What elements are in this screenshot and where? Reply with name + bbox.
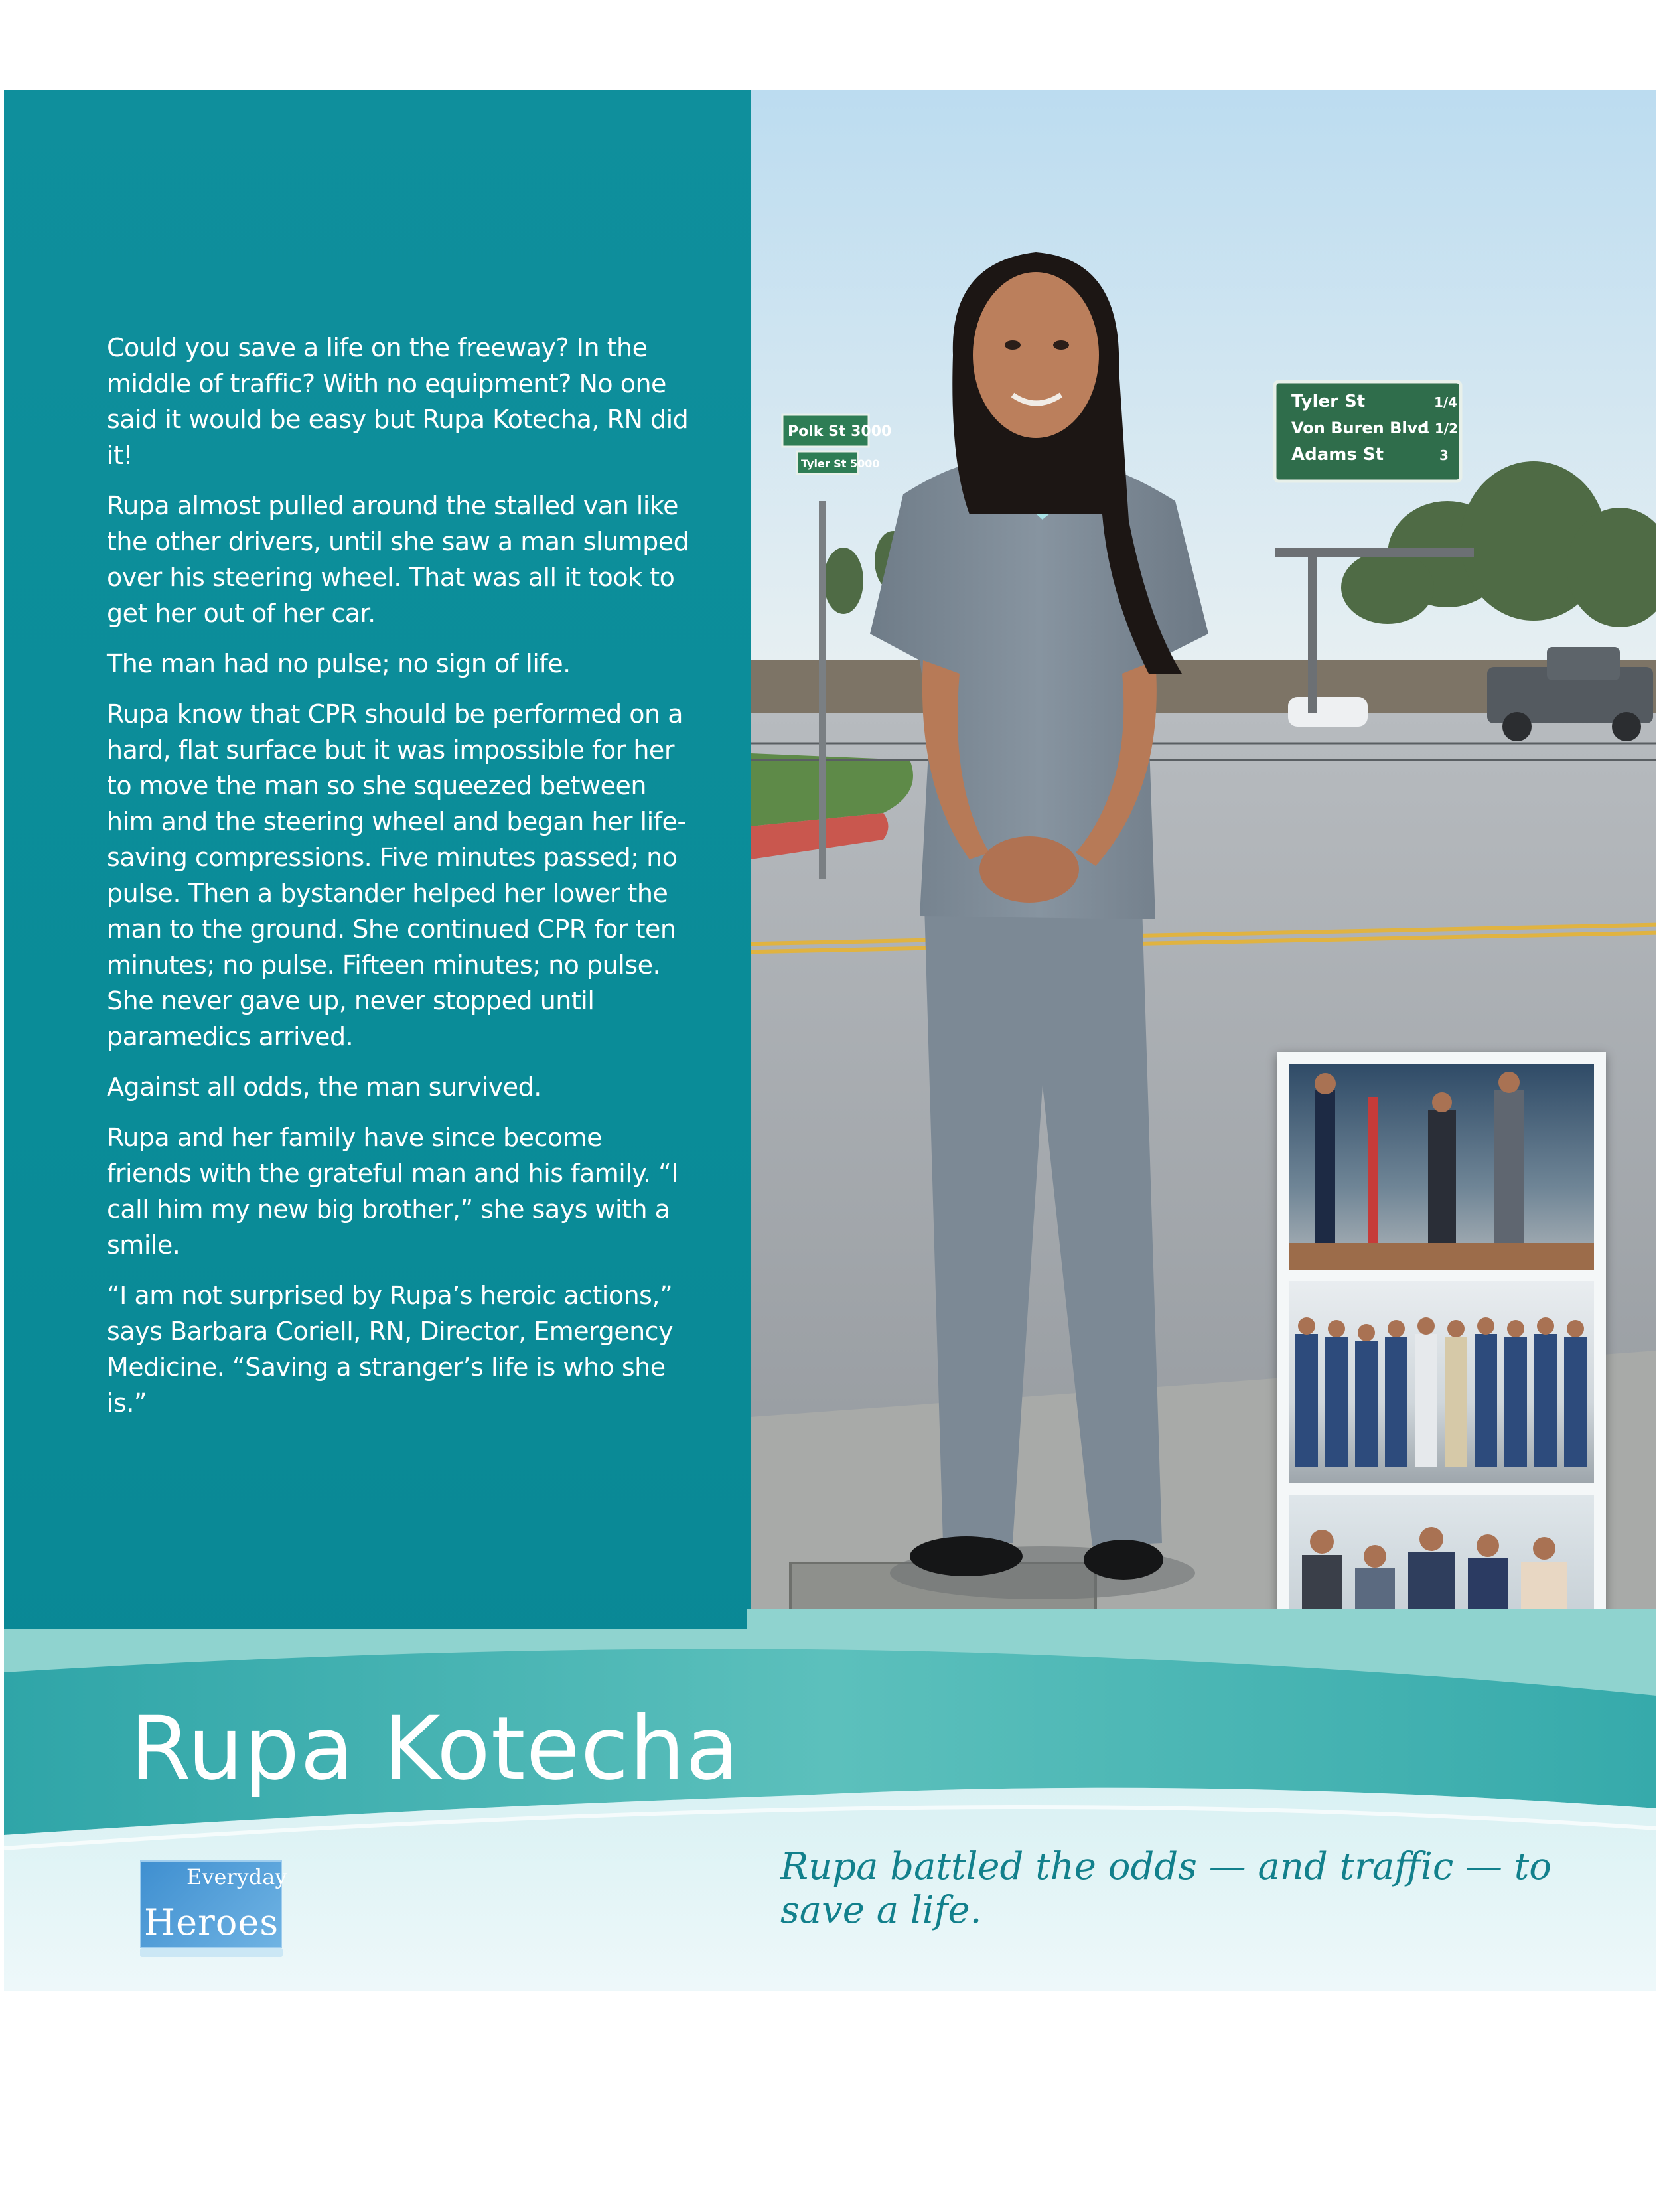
story-text [107, 330, 691, 1436]
logo-top-word: Everyday [186, 1864, 287, 1889]
freeway-sign-line: Von Buren Blvd [1291, 419, 1429, 437]
freeway-sign-line: Tyler St [1291, 392, 1366, 411]
story-paragraph: The man had no pulse; no sign of life. [107, 649, 571, 678]
story-paragraph: Rupa almost pulled around the stalled van like the other drivers, until she saw a man slumped over his steering wheel. That was all it took to get her out of her car. [107, 491, 689, 628]
story-paragraph: Rupa and her family have since become friends with the grateful man and his family. “I call him my new big brother,” she says with a smile. [107, 1123, 679, 1260]
street-sign-label: Polk St 3000 [788, 423, 892, 440]
story-paragraph: Against all odds, the man survived. [107, 1072, 541, 1102]
freeway-sign-distance: 3 [1439, 447, 1449, 463]
logo-url-strip [140, 1948, 283, 1957]
story-panel [4, 90, 751, 1709]
hero-poster [4, 90, 1656, 1991]
award-ceremony-photo [1289, 1064, 1594, 1270]
story-paragraph: “I am not surprised by Rupa’s heroic actions,” says Barbara Coriell, RN, Director, Emergency Medicine. “Saving a stranger’s life is who she is.” [107, 1281, 674, 1418]
hero-name: Rupa Kotecha [130, 1698, 740, 1800]
everyday-heroes-logo [140, 1860, 287, 1960]
hero-tagline: Rupa battled the odds — and traffic — to save a life. [780, 1845, 1551, 1932]
freeway-sign-line: Adams St [1291, 445, 1384, 465]
logo-bottom-word: Heroes [144, 1901, 279, 1943]
story-paragraph: Could you save a life on the freeway? In the middle of traffic? With no equipment? No one said it would be easy but Rupa Kotecha, RN did it! [107, 333, 689, 470]
group-photo [1289, 1281, 1594, 1483]
freeway-sign-distance: 1 1/2 [1421, 421, 1459, 437]
freeway-sign-distance: 1/4 [1434, 394, 1458, 410]
street-sign-label: Tyler St 5000 [801, 457, 880, 470]
story-paragraph: Rupa know that CPR should be performed on a hard, flat surface but it was impossible for her to move the man so she squeezed between him and the steering wheel and began her life-saving compressions. Five minutes passed; no pulse. Then a bystander helped her lower the man to the ground. She continued CPR for ten minutes; no pulse. Fifteen minutes; no pulse. She never gave up, never stopped until paramedics arrived. [107, 700, 686, 1051]
